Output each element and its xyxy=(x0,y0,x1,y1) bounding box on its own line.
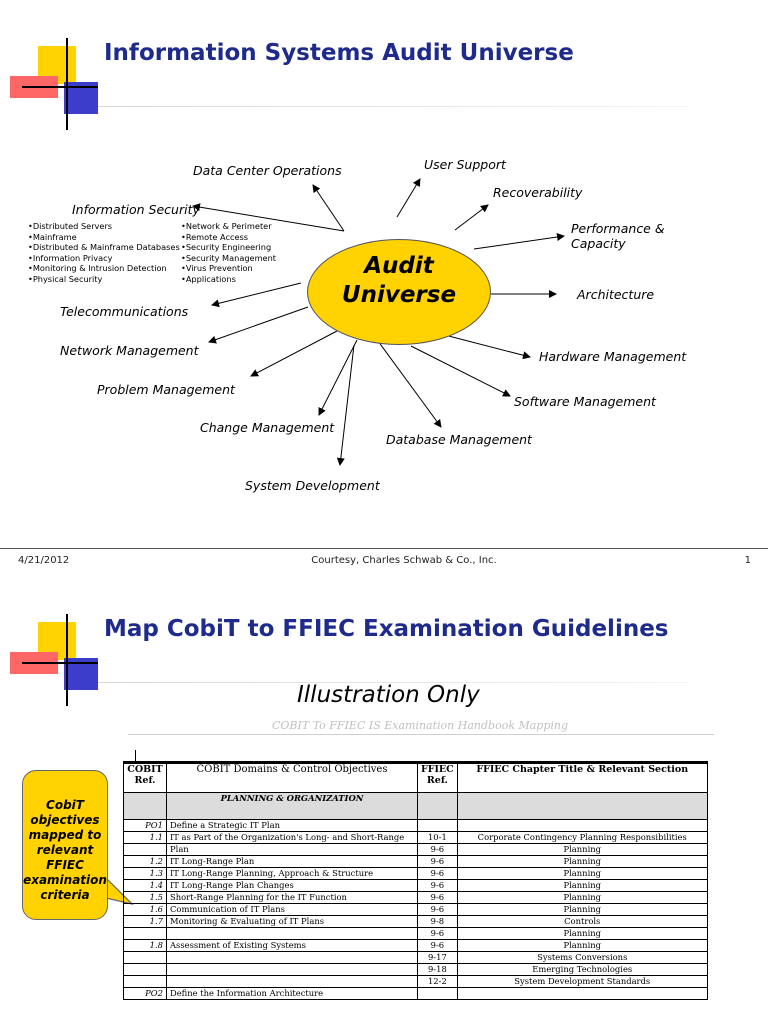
chapter-title-cell: Planning xyxy=(457,844,707,856)
objective-cell: Short-Range Planning for the IT Function xyxy=(167,892,418,904)
ffiec-ref-cell xyxy=(418,988,458,1000)
cobit-ref-cell xyxy=(124,964,167,976)
cobit-ref-cell xyxy=(124,976,167,988)
callout-line: CobiT xyxy=(46,798,84,812)
chapter-title-cell: Planning xyxy=(457,868,707,880)
table-header-row xyxy=(124,763,708,793)
footer-page-number: 1 xyxy=(744,555,751,566)
chapter-title-cell: Planning xyxy=(457,940,707,952)
chapter-title-cell: Planning xyxy=(457,892,707,904)
cobit-ref-cell: 1.3 xyxy=(124,868,167,880)
header-ffiec-chapter: FFIEC Chapter Title & Relevant Section xyxy=(457,763,707,793)
objective-cell: IT as Part of the Organization's Long- and Short-Range xyxy=(167,832,418,844)
objective-cell: Define the Information Architecture xyxy=(167,988,418,1000)
node-database-management: Database Management xyxy=(386,432,532,447)
chapter-title-cell: Controls xyxy=(457,916,707,928)
callout-line: mapped to xyxy=(28,828,102,842)
infosec-left-item: •Mainframe xyxy=(28,231,77,242)
objective-cell xyxy=(167,952,418,964)
node-software-management: Software Management xyxy=(514,394,656,409)
ffiec-ref-cell: 9-6 xyxy=(418,844,458,856)
cobit-ref-cell: 1.7 xyxy=(124,916,167,928)
chapter-title-cell: Emerging Technologies xyxy=(457,964,707,976)
cobit-ref-cell xyxy=(124,928,167,940)
objective-cell: IT Long-Range Plan Changes xyxy=(167,880,418,892)
cobit-ffiec-table xyxy=(123,761,708,1000)
cobit-ref-cell xyxy=(124,844,167,856)
callout-line: FFIEC xyxy=(46,858,84,872)
center-label-line-2: Universe xyxy=(341,282,457,308)
ffiec-ref-cell: 9-6 xyxy=(418,856,458,868)
objective-cell: IT Long-Range Planning, Approach & Structure xyxy=(167,868,418,880)
cobit-ref-cell: 1.2 xyxy=(124,856,167,868)
infosec-right-item: •Network & Perimeter xyxy=(181,221,272,231)
callout-line: relevant xyxy=(36,843,94,857)
objective-cell xyxy=(167,964,418,976)
node-user-support: User Support xyxy=(424,157,506,172)
chapter-title-cell: Planning xyxy=(457,928,707,940)
node-information-security: Information Security xyxy=(72,202,200,217)
cobit-ref-cell xyxy=(124,952,167,964)
infosec-right-item: •Remote Access xyxy=(181,231,249,242)
node-network-management: Network Management xyxy=(60,343,199,358)
cobit-ref-cell: 1.8 xyxy=(124,940,167,952)
ffiec-ref-cell: 10-1 xyxy=(418,832,458,844)
objective-cell xyxy=(167,976,418,988)
infosec-left-item: •Distributed Servers xyxy=(28,221,113,231)
ffiec-ref-cell xyxy=(418,820,458,832)
ffiec-ref-cell: 9-6 xyxy=(418,880,458,892)
table-row xyxy=(124,940,708,952)
infosec-left-item: •Distributed & Mainframe Databases xyxy=(28,242,180,252)
table-row xyxy=(124,904,708,916)
cobit-ref-cell: PO2 xyxy=(124,988,167,1000)
ffiec-ref-cell: 9-6 xyxy=(418,868,458,880)
chapter-title-cell: Systems Conversions xyxy=(457,952,707,964)
table-row xyxy=(124,868,708,880)
header-cobit-ref: COBIT Ref. xyxy=(124,763,167,793)
header-cobit-domains: COBIT Domains & Control Objectives xyxy=(167,763,418,793)
node-data-center-operations: Data Center Operations xyxy=(193,163,342,178)
chapter-title-cell: Corporate Contingency Planning Responsibilities xyxy=(457,832,707,844)
node-hardware-management: Hardware Management xyxy=(539,349,687,364)
ffiec-ref-cell: 9-6 xyxy=(418,940,458,952)
chapter-title-cell: Planning xyxy=(457,856,707,868)
section-ref-cell xyxy=(124,793,167,820)
objective-cell: Define a Strategic IT Plan xyxy=(167,820,418,832)
node-telecommunications: Telecommunications xyxy=(60,304,189,319)
ffiec-ref-cell: 12-2 xyxy=(418,976,458,988)
table-row xyxy=(124,952,708,964)
footer-courtesy: Courtesy, Charles Schwab & Co., Inc. xyxy=(311,555,497,566)
table-row xyxy=(124,976,708,988)
objective-cell: Assessment of Existing Systems xyxy=(167,940,418,952)
chapter-title-cell: Planning xyxy=(457,880,707,892)
table-row xyxy=(124,928,708,940)
section-row xyxy=(124,793,708,820)
node-performance-line-2: Capacity xyxy=(571,236,626,251)
table-row xyxy=(124,856,708,868)
table-row xyxy=(124,892,708,904)
callout-line: examination xyxy=(23,873,107,887)
slide-title: Map CobiT to FFIEC Examination Guidelines xyxy=(104,616,669,642)
table-row xyxy=(124,988,708,1000)
objective-cell: Communication of IT Plans xyxy=(167,904,418,916)
objective-cell xyxy=(167,928,418,940)
node-architecture: Architecture xyxy=(577,287,655,302)
ffiec-ref-cell: 9-6 xyxy=(418,928,458,940)
infosec-right-item: •Applications xyxy=(181,273,236,284)
infosec-left-item: •Monitoring & Intrusion Detection xyxy=(28,263,167,273)
table-row xyxy=(124,916,708,928)
node-performance-line-1: Performance & xyxy=(571,221,665,236)
center-label-line-1: Audit xyxy=(364,253,434,279)
table-row xyxy=(124,964,708,976)
section-ffiec-cell xyxy=(418,793,458,820)
section-chapter-cell xyxy=(457,793,707,820)
slide-title: Information Systems Audit Universe xyxy=(104,40,574,66)
ffiec-ref-cell: 9-8 xyxy=(418,916,458,928)
infosec-left-item: •Physical Security xyxy=(28,273,103,284)
chapter-title-cell xyxy=(457,988,707,1000)
infosec-right-item: •Security Engineering xyxy=(181,242,272,252)
objective-cell: Plan xyxy=(167,844,418,856)
table-row xyxy=(124,880,708,892)
cobit-ref-cell: 1.5 xyxy=(124,892,167,904)
node-problem-management: Problem Management xyxy=(97,382,235,397)
cobit-ref-cell: 1.1 xyxy=(124,832,167,844)
objective-cell: IT Long-Range Plan xyxy=(167,856,418,868)
node-system-development: System Development xyxy=(245,478,380,493)
infosec-right-item: •Virus Prevention xyxy=(181,263,253,273)
cobit-ref-cell: 1.6 xyxy=(124,904,167,916)
cobit-callout-text xyxy=(22,798,108,903)
ffiec-ref-cell: 9-6 xyxy=(418,904,458,916)
chapter-title-cell xyxy=(457,820,707,832)
table-row xyxy=(124,844,708,856)
cobit-ref-cell: 1.4 xyxy=(124,880,167,892)
node-change-management: Change Management xyxy=(200,420,335,435)
header-ffiec-ref: FFIEC Ref. xyxy=(418,763,458,793)
cobit-ref-cell: PO1 xyxy=(124,820,167,832)
table-row xyxy=(124,832,708,844)
objective-cell: Monitoring & Evaluating of IT Plans xyxy=(167,916,418,928)
callout-line: criteria xyxy=(40,888,90,902)
node-recoverability: Recoverability xyxy=(493,185,583,200)
faint-table-caption: COBIT To FFIEC IS Examination Handbook Mapping xyxy=(272,719,569,732)
ffiec-ref-cell: 9-18 xyxy=(418,964,458,976)
chapter-title-cell: System Development Standards xyxy=(457,976,707,988)
illustration-subtitle: Illustration Only xyxy=(297,682,480,708)
callout-line: objectives xyxy=(30,813,100,827)
ffiec-ref-cell: 9-17 xyxy=(418,952,458,964)
infosec-left-item: •Information Privacy xyxy=(28,252,113,263)
infosec-right-item: •Security Management xyxy=(181,252,276,263)
table-row xyxy=(124,820,708,832)
section-title: PLANNING & ORGANIZATION xyxy=(167,793,418,820)
footer-date: 4/21/2012 xyxy=(18,555,70,566)
chapter-title-cell: Planning xyxy=(457,904,707,916)
ffiec-ref-cell: 9-6 xyxy=(418,892,458,904)
